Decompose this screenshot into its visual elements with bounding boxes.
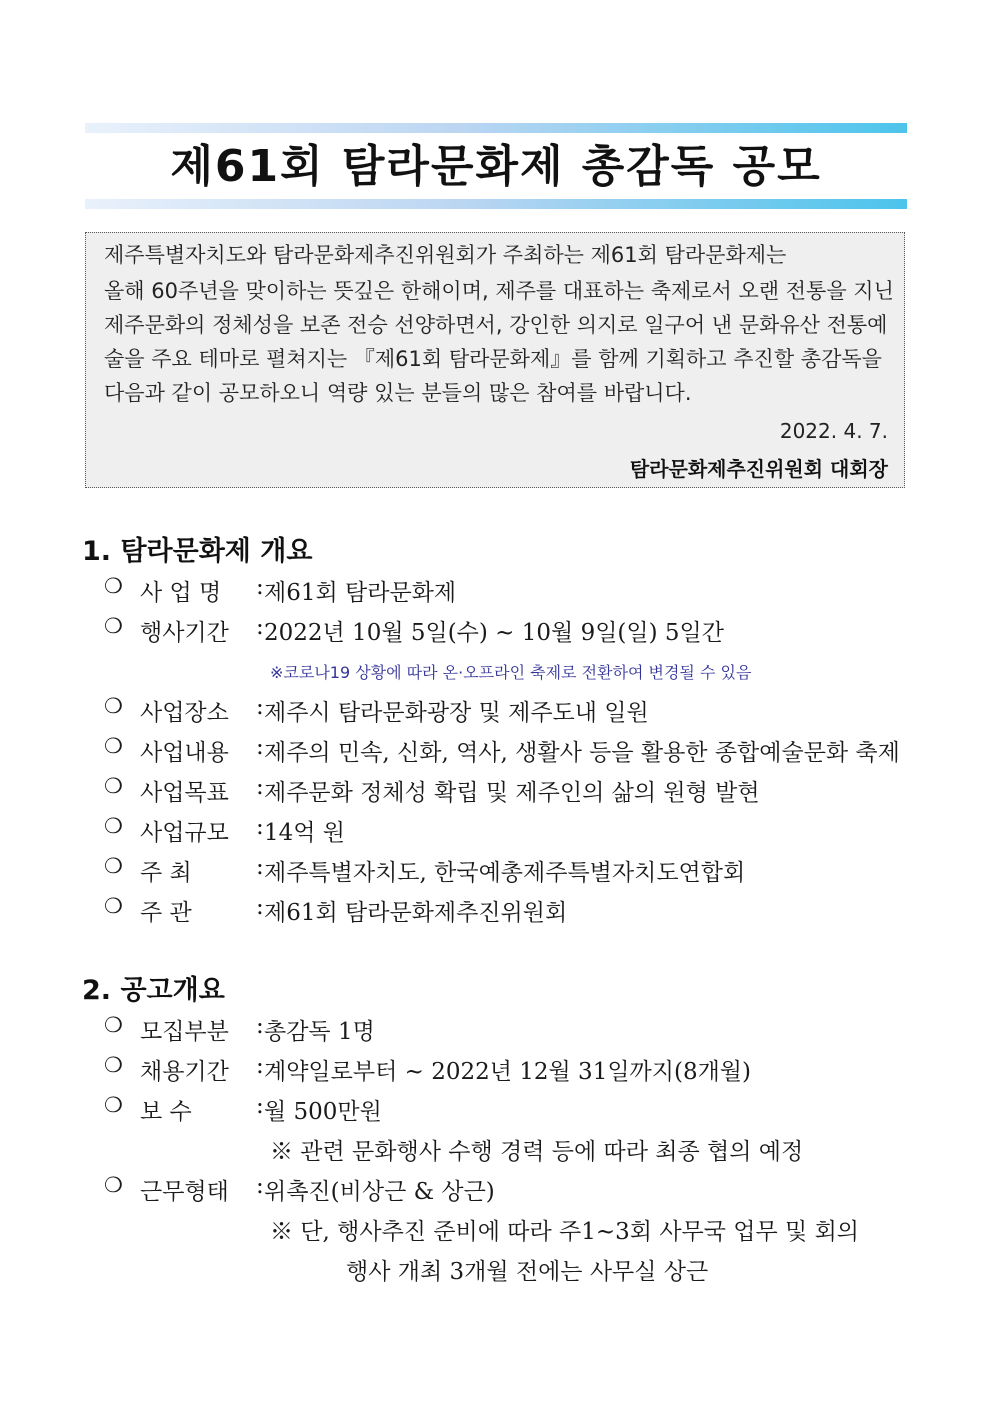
notice-line-4: 술을 주요 테마로 펼쳐지는 『제61회 탐라문화제』를 함께 기획하고 추진할 총감독을 [104, 347, 882, 371]
row-colon: : [256, 1013, 264, 1039]
row-colon: : [256, 774, 264, 800]
row-colon: : [256, 1093, 264, 1119]
covid-note: ※코로나19 상황에 따라 온·오프라인 축제로 전환하여 변경될 수 있음 [270, 663, 752, 682]
row-label: 주 최 [140, 860, 192, 886]
notice-date: 2022. 4. 7. [779, 419, 888, 443]
row-colon: : [256, 1173, 264, 1199]
row-value: 14억 원 [264, 820, 346, 846]
row-label: 사업규모 [140, 820, 229, 846]
circle-bullet-icon: ❍ [104, 774, 123, 798]
salary-note: ※ 관련 문화행사 수행 경력 등에 따라 최종 협의 예정 [270, 1139, 804, 1165]
row-value: 제주시 탐라문화광장 및 제주도내 일원 [264, 700, 649, 726]
row-value: 위촉진(비상근 & 상근) [264, 1179, 495, 1205]
row-label: 채용기간 [140, 1059, 229, 1085]
row-value: 제주문화 정체성 확립 및 제주인의 삶의 원형 발현 [264, 780, 760, 806]
row-colon: : [256, 814, 264, 840]
title-bottom-bar [85, 199, 907, 209]
row-colon: : [256, 854, 264, 880]
row-value: 제주의 민속, 신화, 역사, 생활사 등을 활용한 종합예술문화 축제 [264, 740, 900, 766]
notice-line-3: 제주문화의 정체성을 보존 전승 선양하면서, 강인한 의지로 일구어 낸 문화유산 전통예 [104, 313, 888, 337]
row-label: 보 수 [140, 1099, 192, 1125]
row-label: 사업내용 [140, 740, 229, 766]
row-colon: : [256, 734, 264, 760]
notice-box [85, 232, 905, 488]
circle-bullet-icon: ❍ [104, 854, 123, 878]
row-colon: : [256, 894, 264, 920]
row-value: 제주특별자치도, 한국예총제주특별자치도연합회 [264, 860, 746, 886]
row-value: 총감독 1명 [264, 1019, 375, 1045]
row-label: 모집부분 [140, 1019, 229, 1045]
title-top-bar [85, 123, 907, 133]
row-value: 제61회 탐라문화제 [264, 580, 457, 606]
row-value: 계약일로부터 ~ 2022년 12월 31일까지(8개월) [264, 1059, 751, 1085]
section2-heading: 2. 공고개요 [82, 975, 225, 1006]
circle-bullet-icon: ❍ [104, 734, 123, 758]
row-label: 사업장소 [140, 700, 229, 726]
circle-bullet-icon: ❍ [104, 614, 123, 638]
row-label: 행사기간 [140, 620, 229, 646]
notice-line-1: 제주특별자치도와 탐라문화제추진위원회가 주최하는 제61회 탐라문화제는 [104, 243, 787, 267]
section1-heading: 1. 탐라문화제 개요 [82, 536, 313, 567]
row-value: 2022년 10월 5일(수) ~ 10월 9일(일) 5일간 [264, 620, 724, 646]
circle-bullet-icon: ❍ [104, 694, 123, 718]
circle-bullet-icon: ❍ [104, 814, 123, 838]
row-label: 주 관 [140, 900, 192, 926]
row-colon: : [256, 694, 264, 720]
page-title: 제61회 탐라문화제 총감독 공모 [170, 141, 822, 192]
row-colon: : [256, 1053, 264, 1079]
row-value: 제61회 탐라문화제추진위원회 [264, 900, 568, 926]
row-label: 사 업 명 [140, 580, 222, 606]
circle-bullet-icon: ❍ [104, 894, 123, 918]
work-note-line-2: 행사 개최 3개월 전에는 사무실 상근 [346, 1259, 709, 1285]
row-colon: : [256, 614, 264, 640]
notice-line-2: 올해 60주년을 맞이하는 뜻깊은 한해이며, 제주를 대표하는 축제로서 오랜 전통을 지닌 [104, 279, 894, 303]
notice-line-5: 다음과 같이 공모하오니 역량 있는 분들의 많은 참여를 바랍니다. [104, 381, 692, 405]
notice-signature: 탐라문화제추진위원회 대회장 [629, 457, 888, 481]
circle-bullet-icon: ❍ [104, 1173, 123, 1197]
work-note-line-1: ※ 단, 행사추진 준비에 따라 주1~3회 사무국 업무 및 회의 [270, 1219, 860, 1245]
circle-bullet-icon: ❍ [104, 574, 123, 598]
circle-bullet-icon: ❍ [104, 1013, 123, 1037]
row-colon: : [256, 574, 264, 600]
row-label: 사업목표 [140, 780, 229, 806]
row-value: 월 500만원 [264, 1099, 382, 1125]
row-label: 근무형태 [140, 1179, 229, 1205]
circle-bullet-icon: ❍ [104, 1093, 123, 1117]
circle-bullet-icon: ❍ [104, 1053, 123, 1077]
